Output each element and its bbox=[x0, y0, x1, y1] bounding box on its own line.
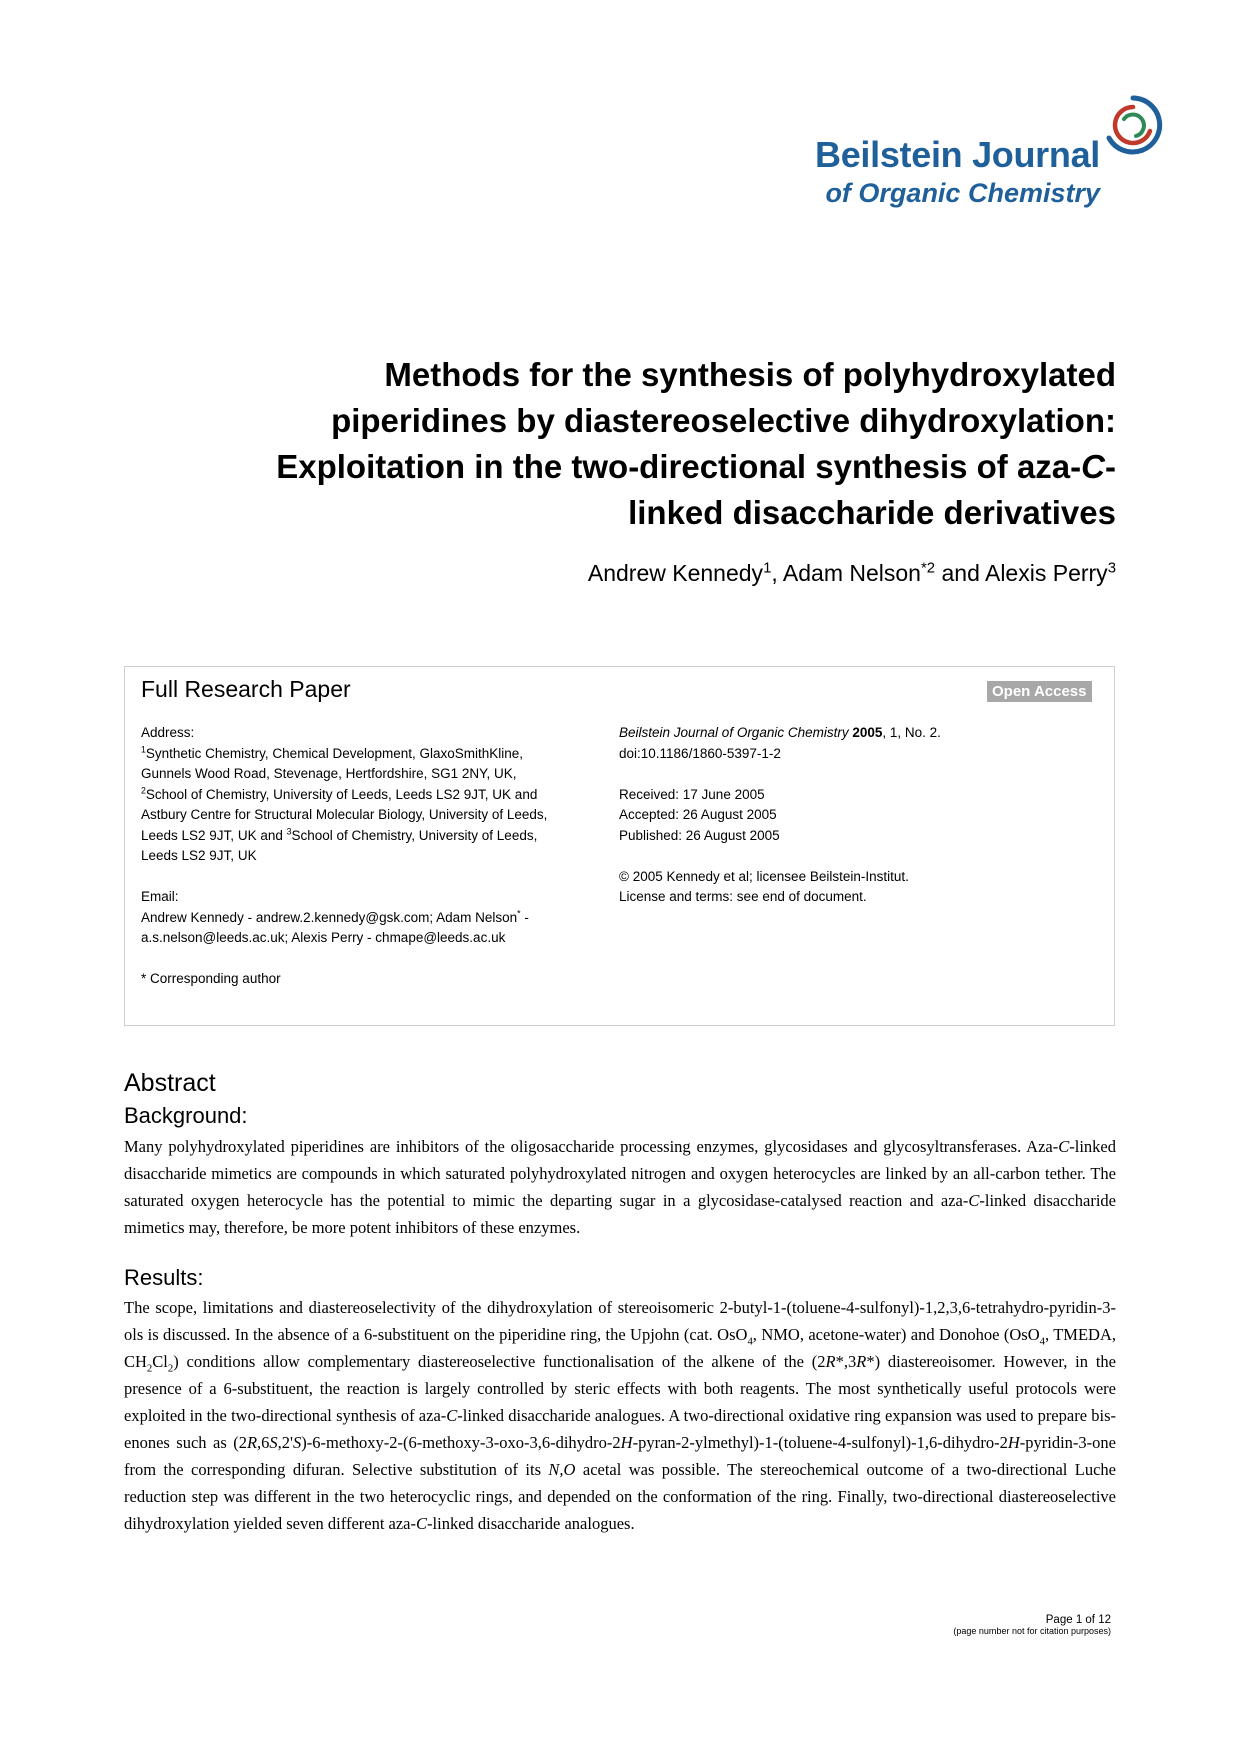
email-line: Andrew Kennedy - andrew.2.kennedy@gsk.com; Adam Nelson* - bbox=[141, 908, 529, 925]
address-line: Astbury Centre for Structural Molecular Biology, University of Leeds, bbox=[141, 807, 548, 822]
accepted-date: Accepted: 26 August 2005 bbox=[619, 807, 777, 822]
email-label: Email: bbox=[141, 889, 179, 904]
title-line: Methods for the synthesis of polyhydroxylated bbox=[384, 356, 1116, 393]
license: License and terms: see end of document. bbox=[619, 889, 867, 904]
results-paragraph: The scope, limitations and diastereoselectivity of the dihydroxylation of stereoisomeric 2-butyl-1-(toluene-4-sulfonyl)-1,2,3,6-tetrahydro-pyridin-3-ols is discussed. In the absence of a 6-substituent on the piperidine ring, the Upjohn (cat. OsO$_4$, NMO, acetone-water) and Donohoe (OsO$_4$, TMEDA, $CH_2Cl_2$) conditions allow complementary diastereoselective functionalisation of the alkene of the (2R*,3R*) diastereoisomer. However, in the presence of a 6-substituent, the reaction is largely controlled by steric effects with both reagents. The most synthetically useful protocols were exploited in the two-directional synthesis of aza-C-linked disaccharide analogues. A two-directional oxidative ring expansion was used to prepare bis-enones such as (2R,6S,2'S)-6-methoxy-2-(6-methoxy-3-oxo-3,6-dihydro-2H-pyran-2-ylmethyl)-1-(toluene-4-sulfonyl)-1,6-dihydro-2H-pyridin-3-one from the corresponding difuran. Selective substitution of its N,O acetal was possible. The stereochemical outcome of a two-directional Luche reduction step was different in the two heterocyclic rings, and depended on the conformation of the ring. Finally, two-directional diastereoselective dihydroxylation yielded seven different aza-C-linked disaccharide analogues. bbox=[124, 1298, 1117, 1533]
author-name: Alexis Perry bbox=[984, 560, 1108, 586]
address-line: Leeds LS2 9JT, UK bbox=[141, 848, 257, 863]
address-block bbox=[141, 723, 601, 990]
received-date: Received: 17 June 2005 bbox=[619, 786, 765, 802]
journal-logo bbox=[815, 94, 1200, 214]
background-heading: Background: bbox=[124, 1103, 248, 1128]
email-line: a.s.nelson@leeds.ac.uk; Alexis Perry - chmape@leeds.ac.uk bbox=[141, 930, 506, 945]
address-label: Address: bbox=[141, 725, 195, 740]
title-line: linked disaccharide derivatives bbox=[628, 494, 1116, 531]
address-line: $^1$Synthetic Chemistry, Chemical Development, GlaxoSmithKline, bbox=[141, 744, 524, 761]
journal-ring-icon bbox=[1102, 94, 1164, 156]
background-paragraph: Many polyhydroxylated piperidines are inhibitors of the oligosaccharide processing enzymes, glycosidases and glycosyltransferases. Aza-C-linked disaccharide mimetics are compounds in which saturated polyhydroxylated nitrogen and oxygen heterocycles are linked by an all-carbon tether. The saturated oxygen heterocycle has the potential to mimic the departing sugar in a glycosidase-catalysed reaction and aza-C-linked disaccharide mimetics may, therefore, be more potent inhibitors of these enzymes. bbox=[124, 1137, 1116, 1237]
address-line: $^2$School of Chemistry, University of Leeds, Leeds LS2 9JT, UK and bbox=[141, 785, 538, 802]
doi: doi:10.1186/1860-5397-1-2 bbox=[619, 745, 781, 761]
author-list: Andrew Kennedy$^1$, Adam Nelson$^{*2}$ and Alexis Perry$^3$ bbox=[587, 559, 1116, 586]
results-heading: Results: bbox=[124, 1265, 204, 1290]
address-line: Gunnels Wood Road, Stevenage, Hertfordshire, SG1 2NY, UK, bbox=[141, 766, 517, 781]
copyright: © 2005 Kennedy et al; licensee Beilstein-Institut. bbox=[619, 868, 909, 884]
abstract-heading: Abstract bbox=[124, 1069, 216, 1097]
title-line: piperidines by diastereoselective dihydroxylation: bbox=[331, 402, 1116, 439]
paper-type: Full Research Paper bbox=[141, 676, 351, 702]
citation: Beilstein Journal of Organic Chemistry 2005, 1, No. 2. bbox=[619, 725, 941, 740]
title-line: Exploitation in the two-directional synthesis of aza-C- bbox=[276, 448, 1116, 485]
page-footer bbox=[800, 1614, 1111, 1636]
journal-name-line2: of Organic Chemistry bbox=[825, 178, 1100, 208]
published-date: Published: 26 August 2005 bbox=[619, 827, 780, 843]
journal-name-line1: Beilstein Journal bbox=[815, 134, 1100, 175]
author-name: Andrew Kennedy bbox=[587, 560, 764, 586]
address-line: Leeds LS2 9JT, UK and $^3$School of Chemistry, University of Leeds, bbox=[141, 826, 538, 843]
paper-title bbox=[200, 352, 1116, 536]
author-name: Adam Nelson bbox=[782, 560, 921, 586]
open-access-badge: Open Access bbox=[987, 681, 1092, 702]
page-number: Page 1 of 12 bbox=[1045, 1614, 1111, 1626]
citation-block bbox=[619, 723, 1109, 908]
corresponding-author-note: * Corresponding author bbox=[141, 971, 281, 986]
page-number-note: (page number not for citation purposes) bbox=[953, 1626, 1111, 1636]
